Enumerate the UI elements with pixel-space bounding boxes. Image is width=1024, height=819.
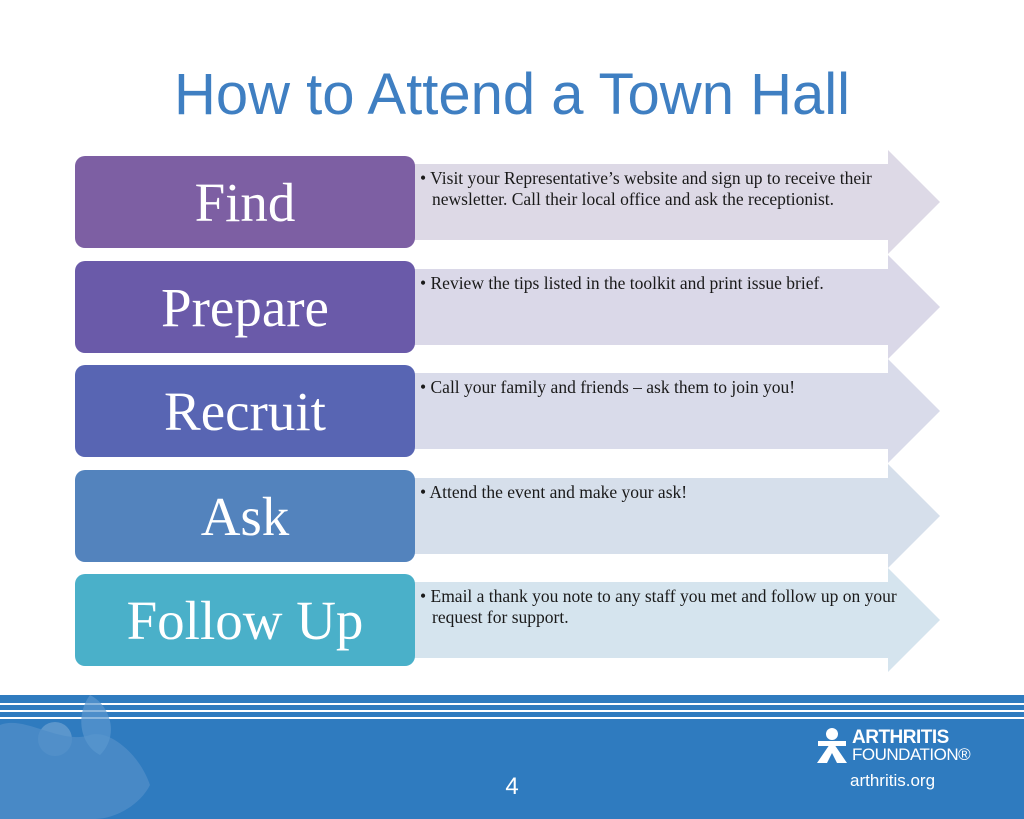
step-arrow — [412, 359, 940, 463]
logo-text-arthritis: ARTHRITIS — [852, 727, 949, 748]
step-description: • Visit your Representative’s website and sign up to receive their newsletter. Call their local office and ask the receptionist. — [420, 168, 872, 209]
arthritis-foundation-logo — [812, 727, 972, 797]
step-description: • Call your family and friends – ask them to join you! — [420, 377, 796, 397]
arthritis-foundation-logo-icon — [814, 727, 850, 767]
step-label-box: Recruit — [75, 365, 415, 457]
step-follow-up — [0, 574, 1024, 666]
step-arrow — [412, 464, 940, 568]
step-description: • Attend the event and make your ask! — [420, 482, 688, 502]
step-label-box: Find — [75, 156, 415, 248]
step-prepare — [0, 261, 1024, 353]
step-description: • Review the tips listed in the toolkit and print issue brief. — [420, 273, 824, 293]
step-ask — [0, 470, 1024, 562]
step-label-box: Follow Up — [75, 574, 415, 666]
page-number: 4 — [505, 773, 519, 800]
logo-text-foundation: FOUNDATION® — [852, 745, 971, 764]
step-description: • Email a thank you note to any staff you met and follow up on your request for support. — [420, 586, 897, 627]
step-label-box: Ask — [75, 470, 415, 562]
step-find — [0, 156, 1024, 248]
step-label-box: Prepare — [75, 261, 415, 353]
logo-url: arthritis.org — [850, 771, 936, 790]
step-recruit — [0, 365, 1024, 457]
step-arrow — [412, 255, 940, 359]
slide-title: How to Attend a Town Hall — [174, 62, 850, 127]
